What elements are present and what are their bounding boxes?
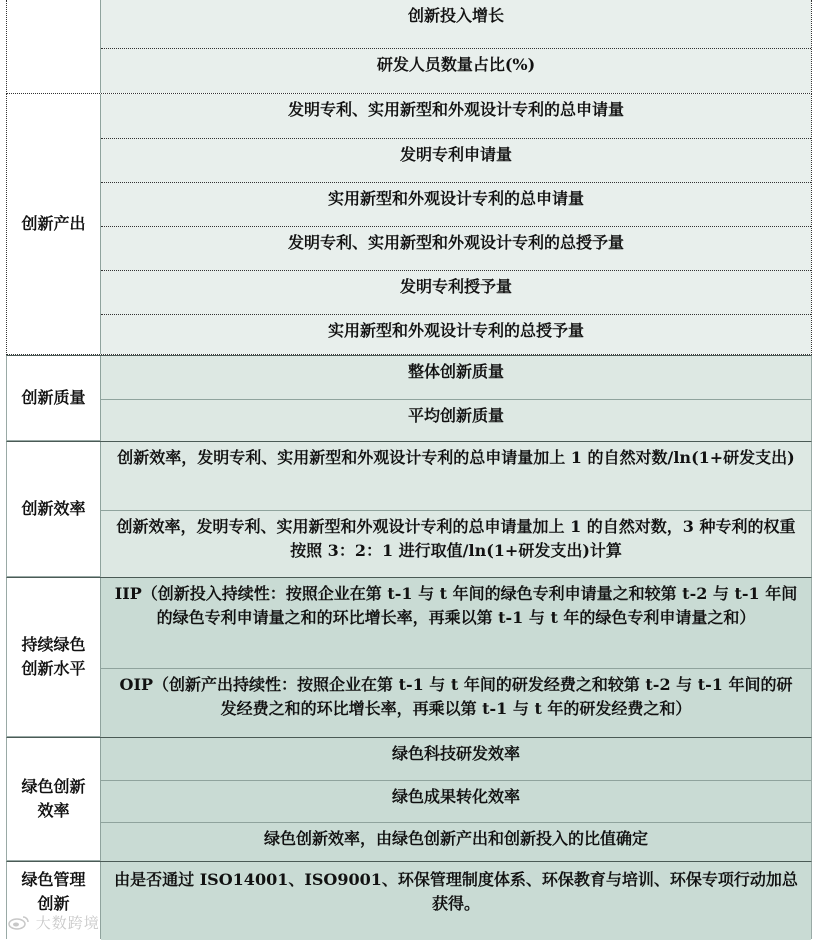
watermark-text: 大数跨境 <box>35 914 100 932</box>
table-cell: 创新效率，发明专利、实用新型和外观设计专利的总申请量加上 1 的自然对数，3 种专利的权重按照 3：2：1 进行取值/ln(1+研发支出)计算 <box>101 510 811 577</box>
table-cell: 实用新型和外观设计专利的总申请量 <box>101 182 811 226</box>
table-cell: 研发人员数量占比(%) <box>101 48 811 93</box>
table-cell: 实用新型和外观设计专利的总授予量 <box>101 314 811 354</box>
group-label: 创新质量 <box>7 356 100 440</box>
table-cell: IIP（创新投入持续性：按照企业在第 t-1 与 t 年间的绿色专利申请量之和较第 t-2 与 t-1 年间的绿色专利申请量之和的环比增长率，再乘以第 t-1 与 t 年的绿色专利申请量之和） <box>101 578 811 668</box>
group-green-innovation-efficiency <box>6 737 812 861</box>
table-cell: 创新效率，发明专利、实用新型和外观设计专利的总申请量加上 1 的自然对数/ln(1+研发支出) <box>101 442 811 510</box>
group-sustained-green-innovation <box>6 577 812 737</box>
table-cell: 发明专利、实用新型和外观设计专利的总授予量 <box>101 226 811 270</box>
group-label: 绿色管理创新 <box>7 862 100 939</box>
table-cell: 创新投入增长 <box>101 0 811 48</box>
group-label <box>7 0 100 93</box>
table-cell: 发明专利、实用新型和外观设计专利的总申请量 <box>101 94 811 138</box>
table-cell: 平均创新质量 <box>101 399 811 441</box>
weibo-icon <box>8 916 30 930</box>
table-cell: 绿色创新效率，由绿色创新产出和创新投入的比值确定 <box>101 822 811 861</box>
group-innovation-output <box>6 93 812 355</box>
group-label: 绿色创新效率 <box>7 738 100 860</box>
indicator-table <box>6 0 812 939</box>
table-cell: 发明专利授予量 <box>101 270 811 314</box>
table-cell: 绿色成果转化效率 <box>101 780 811 822</box>
table-cell: OIP（创新产出持续性：按照企业在第 t-1 与 t 年间的研发经费之和较第 t-2 与 t-1 年间的研发经费之和的环比增长率，再乘以第 t-1 与 t 年的研发经费之和） <box>101 668 811 737</box>
watermark <box>8 912 100 933</box>
group-label: 持续绿色创新水平 <box>7 578 100 736</box>
group-label: 创新效率 <box>7 442 100 576</box>
group-label: 创新产出 <box>7 94 100 354</box>
group-innovation-quality <box>6 355 812 441</box>
group-innovation-efficiency <box>6 441 812 577</box>
table-cell: 发明专利申请量 <box>101 138 811 182</box>
table-cell: 整体创新质量 <box>101 356 811 399</box>
group-green-management-innovation <box>6 861 812 939</box>
table-cell: 由是否通过 ISO14001、ISO9001、环保管理制度体系、环保教育与培训、环保专项行动加总获得。 <box>101 862 811 940</box>
table-cell: 绿色科技研发效率 <box>101 738 811 780</box>
group-innovation-input <box>6 0 812 94</box>
